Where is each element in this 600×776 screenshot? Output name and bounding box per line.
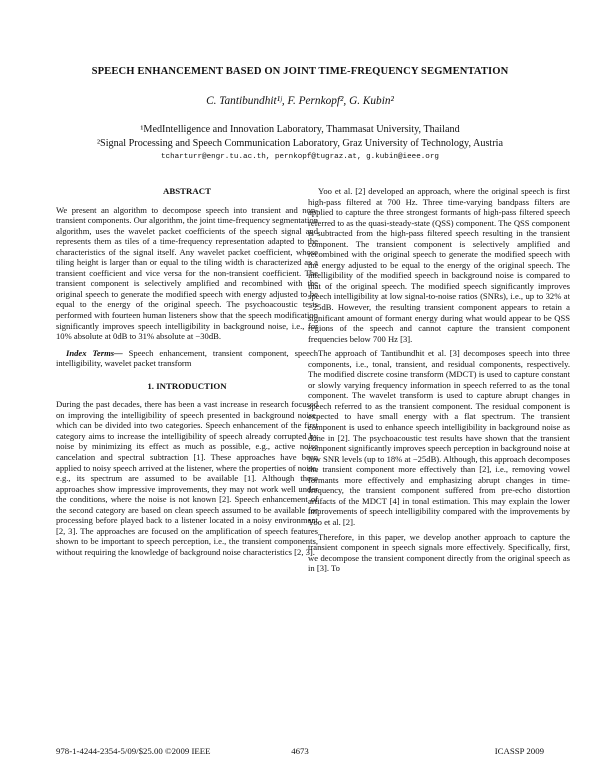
left-column bbox=[56, 186, 318, 562]
abstract-heading: ABSTRACT bbox=[163, 186, 211, 196]
author-list: C. Tantibundhit¹ʲ, F. Pernkopf², G. Kubin² bbox=[206, 95, 394, 107]
author-emails: tcharturr@engr.tu.ac.th, pernkopf@tugraz.at, g.kubin@ieee.org bbox=[161, 153, 439, 161]
intro-paragraph-4: Therefore, in this paper, we develop another approach to capture the transient component in speech signals more effectively. Specifically, first, we decompose the transient component directly from the original speech as in [3]. To bbox=[308, 531, 570, 574]
footer-copyright: 978-1-4244-2354-5/09/$25.00 ©2009 IEEE bbox=[56, 746, 211, 756]
affiliation-2: ²Signal Processing and Speech Communication Laboratory, Graz University of Technology, Austria bbox=[97, 138, 503, 149]
index-terms-label: Index Terms— bbox=[66, 347, 123, 358]
footer-page-number: 4673 bbox=[291, 746, 309, 756]
intro-paragraph-2: Yoo et al. [2] developed an approach, where the original speech is first high-pass filtered at 700 Hz. Three time-varying bandpass filters are applied to capture the three strongest formants of high-pass filtered speech referred to as the quasi-steady-state (QSS) component. The QSS component is subtracted from the high-pass filtered speech resulting in the transient component. The transient component is selectively amplified and recombined with the original speech to generate the modified speech with the energy adjusted to be equal to the energy of the original speech. The intelligibility of the modified speech in background noise is compared to that of the original speech. The modified speech significantly improves speech intelligibility at low signal-to-noise ratios (SNRs), i.e., up to 32% at −25dB. However, the resulting transient component appears to retain a significant amount of formant energy during what would appear to be QSS regions of the speech and cannot capture the transient component frequencies below 700 Hz [3]. bbox=[308, 186, 570, 344]
index-terms-text: Speech enhancement, transient component, speech intelligibility, wavelet packet transform bbox=[56, 347, 318, 369]
footer-conference: ICASSP 2009 bbox=[494, 746, 544, 756]
abstract-text: We present an algorithm to decompose speech into transient and non-transient components. Our algorithm, the joint time-frequency segmentation algorithm, uses the wavelet packet coefficients of the speech signal and represents them as tiles of a time-frequency representation adapted to the characteristics of the signal itself. Any wavelet packet coefficient, whose tiling height is larger than or equal to the tiling width is characterized as a transient coefficient and vice versa for the non-transient coefficient. The transient component is selectively amplified and recombined with the original speech to generate the modified speech with energy adjusted to be equal to the energy of the original speech. The psychoacoustic tests performed with fourteen human listeners show that the speech modification significantly improves speech intelligibility in background noise, i.e., for 10% absolute at 0dB to 31% absolute at −30dB. bbox=[56, 204, 318, 342]
affiliation-1: ¹MedIntelligence and Innovation Laboratory, Thammasat University, Thailand bbox=[140, 124, 460, 135]
intro-paragraph-1: During the past decades, there has been a vast increase in research focused on improving the intelligibility of speech presented in background noise, which can be divided into two categories. Speech enhancement of the first category aims to increase the intelligibility of speech already corrupted by noise by minimizing its effect as much as possible, e.g., active noise cancelation and spectral subtraction [1]. These approaches have been applied to noisy speech arrived at the listener, where the properties of noise, e.g., its spectrum are assumed to be available [1]. Although these approaches show impressive improvements, they may not work well under the conditions, where the noise is not known [2]. Speech enhancement of the second category are based on clean speech assumed to be available for processing before played back to a listener located in a noisy environment [2, 3]. The approaches are focused on the amplification of speech features shown to be important to speech perception, i.e., the transient components, without requiring the knowledge of background noise characteristics [2, 3]. bbox=[56, 399, 318, 557]
intro-paragraph-3: The approach of Tantibundhit et al. [3] decomposes speech into three components, i.e., tonal, transient, and residual components, respectively. The modified discrete cosine transform (MDCT) is used to capture constant or slowly varying frequency information in speech referred to as the tonal component. The wavelet transform is used to capture abrupt changes in speech referred to as the transient component. The residual component is expected to have small energy with a flat spectrum. The transient component is used to enhance speech intelligibility in background noise as done in [2]. The psychoacoustic test results have shown that the transient component significantly improves speech perception in background noise at low SNR levels (up to 18% at −25dB). Although, this approach decomposes the transient component more effectively than [2], i.e., removing vowel formants more effectively and emphasizing abrupt changes in time-frequency, the transient component suffered from pre-echo distortion artifacts of the MDCT [4] in tonal estimation. This may explain the lower improvements of speech intelligibility compared with the improvements by Yoo et al. [2]. bbox=[308, 348, 570, 527]
paper-title: SPEECH ENHANCEMENT BASED ON JOINT TIME-FREQUENCY SEGMENTATION bbox=[91, 66, 509, 77]
right-column bbox=[308, 186, 570, 578]
introduction-heading: 1. INTRODUCTION bbox=[147, 380, 227, 391]
index-terms bbox=[56, 348, 318, 369]
